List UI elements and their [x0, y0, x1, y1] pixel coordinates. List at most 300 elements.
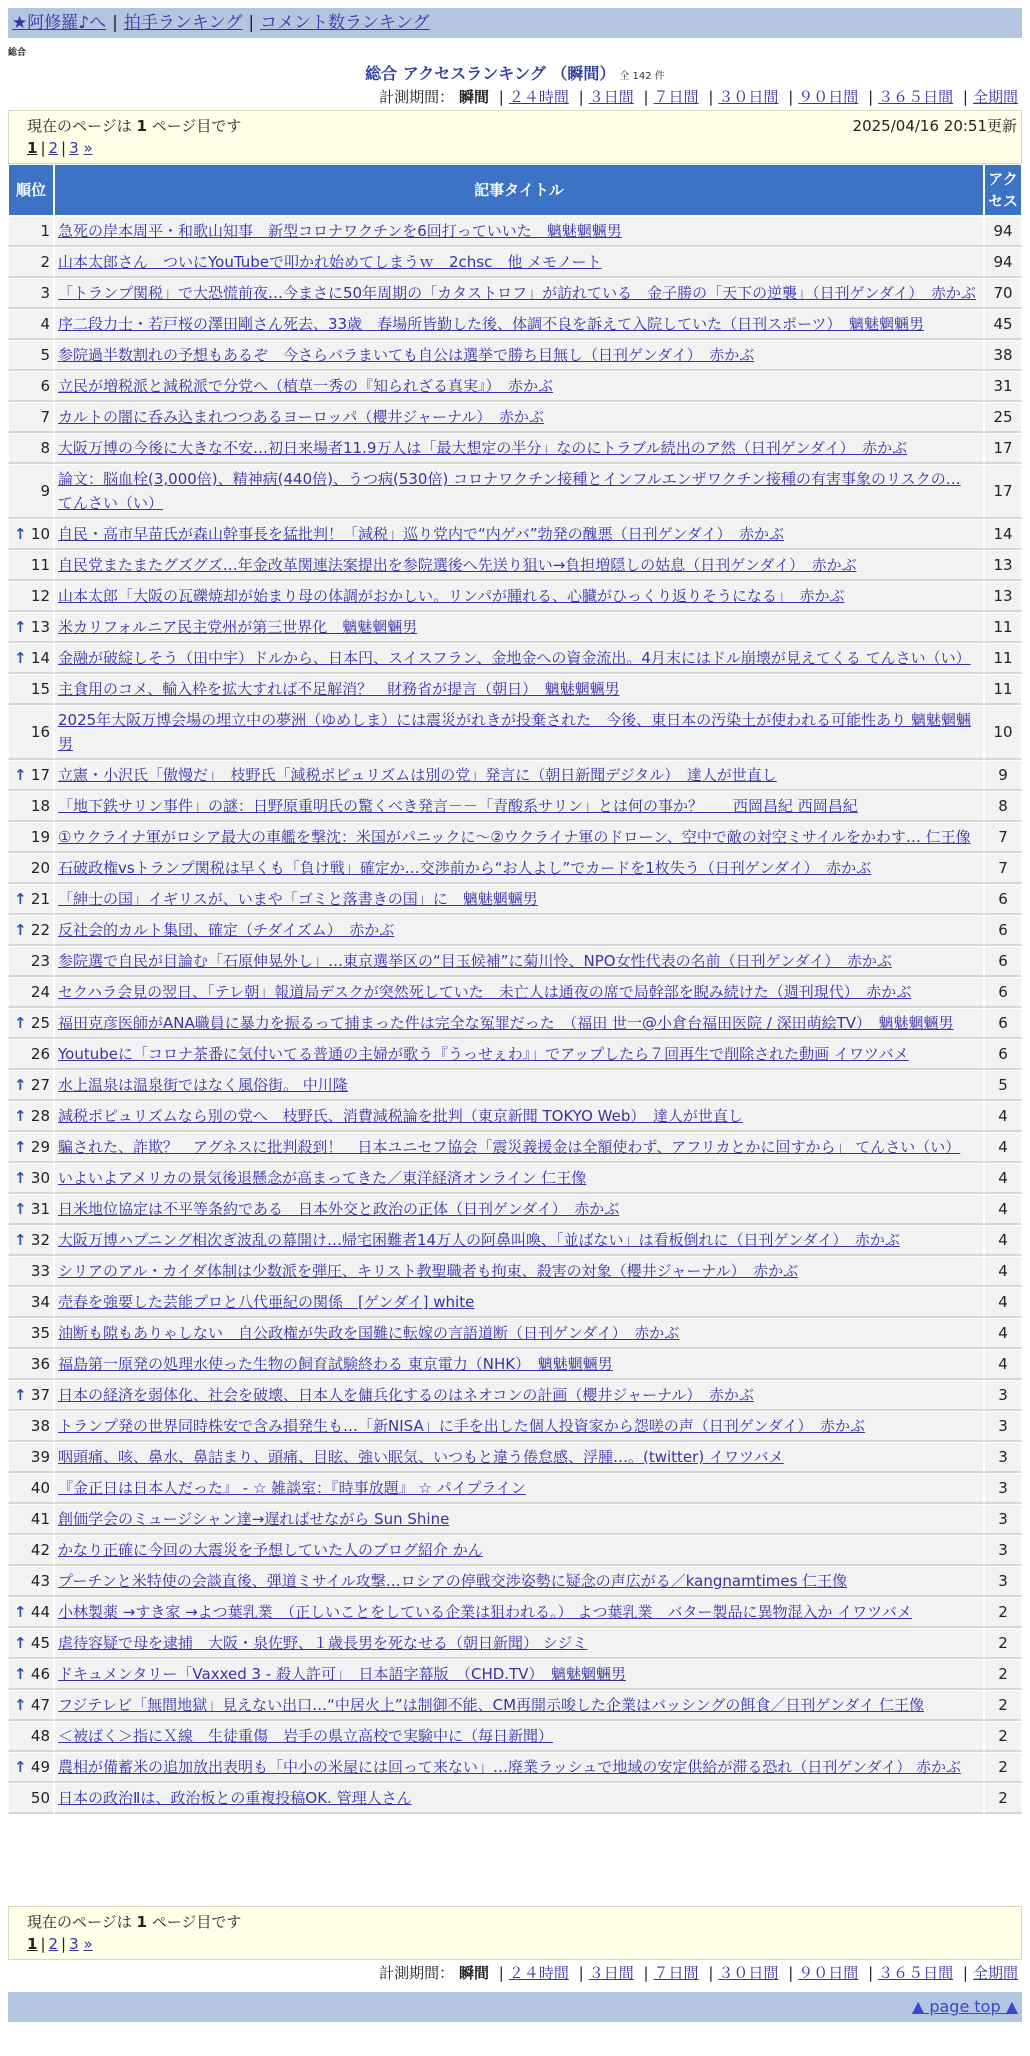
access-count: 3: [984, 1380, 1022, 1411]
table-row: [8, 946, 1022, 977]
article-title-link[interactable]: 油断も隙もありゃしない 自公政権が失政を国難に転嫁の言語道断（日刊ゲンダイ） 赤かぶ: [58, 1324, 680, 1342]
rank-cell: [8, 1101, 54, 1132]
page-info-text: 現在のページは 1 ページ目です: [27, 117, 242, 135]
table-row: [8, 705, 1022, 760]
table-row: [8, 1380, 1022, 1411]
access-count: 14: [984, 519, 1022, 550]
access-count: 3: [984, 1411, 1022, 1442]
title-cell: [54, 1442, 984, 1473]
article-title-link[interactable]: 金融が破綻しそう（田中宇）ドルから、日本円、スイスフラン、金地金への資金流出。4月末にはドル崩壊が見えてくる てんさい（い）: [58, 649, 971, 667]
access-count: 4: [984, 1163, 1022, 1194]
title-cell: [54, 612, 984, 643]
table-row: [8, 1318, 1022, 1349]
access-count: 7: [984, 853, 1022, 884]
table-row: [8, 371, 1022, 402]
table-row: [8, 915, 1022, 946]
rank-number: 17: [30, 766, 50, 784]
title-cell: [54, 674, 984, 705]
table-row: [8, 884, 1022, 915]
rank-up-arrow-icon: ↑: [14, 1603, 27, 1621]
access-count: 10: [984, 705, 1022, 760]
title-cell: [54, 915, 984, 946]
title-cell: [54, 1132, 984, 1163]
rank-cell: [8, 464, 54, 519]
rank-up-arrow-icon: ↑: [14, 890, 27, 908]
rank-number: 23: [30, 952, 50, 970]
page-number: 1: [136, 1913, 147, 1931]
table-row: [8, 612, 1022, 643]
article-title-link[interactable]: 小林製薬 →すき家 →よつ葉乳業 （正しいことをしている企業は狙われる。） よつ葉乳業 バター製品に異物混入か イワツバメ: [58, 1603, 912, 1621]
access-count: 7: [984, 822, 1022, 853]
article-title-link[interactable]: 立民が増税派と減税派で分党へ（植草一秀の『知られざる真実』） 赤かぶ: [58, 377, 554, 395]
table-row: [8, 1659, 1022, 1690]
period-option-24h[interactable]: ２４時間: [508, 88, 569, 106]
table-row: [8, 1566, 1022, 1597]
rank-number: 35: [30, 1324, 50, 1342]
rank-cell: [8, 791, 54, 822]
pager-current: 1: [27, 1935, 38, 1953]
rank-cell: [8, 371, 54, 402]
table-row: [8, 1132, 1022, 1163]
title-cell: [54, 791, 984, 822]
article-title-link[interactable]: 急死の岸本周平・和歌山知事 新型コロナワクチンを6回打っていいた 魑魅魍魎男: [58, 222, 622, 240]
table-row: [8, 977, 1022, 1008]
period-option-3d[interactable]: ３日間: [588, 88, 634, 106]
article-title-link[interactable]: カルトの闇に呑み込まれつつあるヨーロッパ（櫻井ジャーナル） 赤かぶ: [58, 408, 544, 426]
rank-cell: [8, 674, 54, 705]
comment-ranking-link[interactable]: コメント数ランキング: [260, 13, 430, 33]
title-cell: [54, 1690, 984, 1721]
rank-number: 11: [30, 556, 50, 574]
page-number: 1: [136, 117, 147, 135]
title-cell: [54, 1628, 984, 1659]
access-count: 11: [984, 643, 1022, 674]
access-count: 6: [984, 946, 1022, 977]
access-count: 4: [984, 1287, 1022, 1318]
title-cell: [54, 1101, 984, 1132]
article-title-link[interactable]: 自民・高市早苗氏が森山幹事長を猛批判！「減税」巡り党内で“内ゲバ”勃発の醜悪（日刊ゲンダイ） 赤かぶ: [58, 525, 784, 543]
access-count: 3: [984, 1442, 1022, 1473]
title-cell: [54, 1194, 984, 1225]
rank-number: 38: [30, 1417, 50, 1435]
article-title-link[interactable]: 日本の経済を弱体化、社会を破壊、日本人を傭兵化するのはネオコンの計画（櫻井ジャーナル） 赤かぶ: [58, 1386, 754, 1404]
access-count: 2: [984, 1783, 1022, 1814]
title-cell: [54, 1287, 984, 1318]
clap-ranking-link[interactable]: 拍手ランキング: [123, 13, 243, 33]
access-count: 6: [984, 1039, 1022, 1070]
title-cell: [54, 760, 984, 791]
article-title-link[interactable]: 2025年大阪万博会場の埋立中の夢洲（ゆめしま）には震災がれきが投棄された 今後、東日本の汚染土が使われる可能性あり 魑魅魍魎男: [58, 711, 971, 753]
article-title-link[interactable]: 『金正日は日本人だった』 - ☆ 雑談室：『時事放題』 ☆ パイプライン: [58, 1479, 526, 1497]
rank-up-arrow-icon: ↑: [14, 921, 27, 939]
rank-cell: [8, 612, 54, 643]
period-option-365d[interactable]: ３６５日間: [878, 1964, 954, 1982]
rank-number: 34: [30, 1293, 50, 1311]
title-cell: [54, 309, 984, 340]
title-cell: [54, 1070, 984, 1101]
top-nav-bar: [8, 8, 1022, 38]
article-title-link[interactable]: かなり正確に今回の大震災を予想していた人のブログ紹介 かん: [58, 1541, 483, 1559]
period-label: 計測期間：: [379, 1964, 455, 1982]
rank-cell: [8, 1783, 54, 1814]
title-cell: [54, 1659, 984, 1690]
rank-cell: [8, 519, 54, 550]
article-title-link[interactable]: トランプ発の世界同時株安で含み損発生も…「新NISA」に手を出した個人投資家から怨嗟の声（日刊ゲンダイ） 赤かぶ: [58, 1417, 866, 1435]
access-count: 3: [984, 1473, 1022, 1504]
period-selector-top: 計測期間： 瞬間 | ２４時間 | ３日間 | ７日間 | ３０日間 | ９０日間 | ３６５日間 | 全期間: [379, 88, 1018, 106]
period-option-365d[interactable]: ３６５日間: [878, 88, 954, 106]
rank-cell: [8, 550, 54, 581]
rank-up-arrow-icon: ↑: [14, 1665, 27, 1683]
pager-page-3[interactable]: 3: [69, 139, 79, 157]
article-title-link[interactable]: フジテレビ「無間地獄」見えない出口…“中居火上”は制御不能、CM再開示唆した企業はバッシングの餌食／日刊ゲンダイ 仁王像: [58, 1696, 924, 1714]
access-count: 5: [984, 1070, 1022, 1101]
article-title-link[interactable]: 日米地位協定は不平等条約である 日本外交と政治の正体（日刊ゲンダイ） 赤かぶ: [58, 1200, 620, 1218]
period-option-90d[interactable]: ９０日間: [798, 88, 859, 106]
rank-cell: [8, 1442, 54, 1473]
table-row: [8, 1690, 1022, 1721]
table-row: [8, 340, 1022, 371]
rank-number: 48: [30, 1727, 50, 1745]
rank-cell: [8, 1318, 54, 1349]
title-cell: [54, 853, 984, 884]
period-selector-bottom: 計測期間： 瞬間 | ２４時間 | ３日間 | ７日間 | ３０日間 | ９０日間 | ３６５日間 | 全期間: [379, 1964, 1018, 1982]
access-count: 31: [984, 371, 1022, 402]
article-title-link[interactable]: 参院過半数割れの予想もあるぞ 今さらバラまいても自公は選挙で勝ち目無し（日刊ゲンダイ） 赤かぶ: [58, 346, 755, 364]
article-title-link[interactable]: 「紳士の国」イギリスが、いまや「ゴミと落書きの国」に 魑魅魍魎男: [58, 890, 538, 908]
access-count: 94: [984, 216, 1022, 247]
pager-next[interactable]: »: [83, 1935, 93, 1953]
rank-cell: [8, 278, 54, 309]
table-row: [8, 402, 1022, 433]
rank-number: 45: [30, 1634, 50, 1652]
title-cell: [54, 822, 984, 853]
table-row: [8, 1752, 1022, 1783]
col-title-header: 記事タイトル: [54, 164, 984, 216]
title-cell: [54, 884, 984, 915]
rank-cell: [8, 705, 54, 760]
rank-number: 40: [30, 1479, 50, 1497]
article-title-link[interactable]: 虐待容疑で母を逮捕 大阪・泉佐野、１歳長男を死なせる（朝日新聞） シジミ: [58, 1634, 588, 1652]
rank-number: 4: [40, 315, 50, 333]
table-row: [8, 822, 1022, 853]
access-count: 2: [984, 1690, 1022, 1721]
article-title-link[interactable]: Youtubeに「コロナ茶番に気付いてる普通の主婦が歌う『うっせぇわ』」でアップしたら７回再生で削除された動画 イワツバメ: [58, 1045, 909, 1063]
rank-cell: [8, 1504, 54, 1535]
rank-cell: [8, 402, 54, 433]
title-cell: [54, 946, 984, 977]
table-row: [8, 433, 1022, 464]
rank-cell: [8, 1070, 54, 1101]
table-row: [8, 760, 1022, 791]
article-title-link[interactable]: 「地下鉄サリン事件」の謎：日野原重明氏の驚くべき発言－－「青酸系サリン」とは何の事か？ 西岡昌紀 西岡昌紀: [58, 797, 858, 815]
article-title-link[interactable]: 日本の政治Ⅱは、政治板との重複投稿OK. 管理人さん: [58, 1789, 412, 1807]
page-info-text: 現在のページは 1 ページ目です: [27, 1913, 242, 1931]
article-title-link[interactable]: 大阪万博の今後に大きな不安…初日来場者11.9万人は「最大想定の半分」なのにトラブル続出のア然（日刊ゲンダイ） 赤かぶ: [58, 439, 908, 457]
access-count: 2: [984, 1659, 1022, 1690]
article-title-link[interactable]: 序二段力士・若戸桜の澤田剛さん死去、33歳 春場所皆勤した後、体調不良を訴えて入院していた（日刊スポーツ） 魑魅魍魎男: [58, 315, 924, 333]
access-count: 6: [984, 884, 1022, 915]
rank-cell: [8, 247, 54, 278]
rank-number: 46: [30, 1665, 50, 1683]
access-count: 2: [984, 1752, 1022, 1783]
category-label: 総合: [8, 48, 27, 58]
rank-number: 24: [30, 983, 50, 1001]
title-cell: [54, 1721, 984, 1752]
period-option-24h[interactable]: ２４時間: [508, 1964, 569, 1982]
article-title-link[interactable]: 反社会的カルト集団、確定（チダイズム） 赤かぶ: [58, 921, 395, 939]
page-info-bottom: [8, 1906, 1022, 1960]
period-option-all[interactable]: 全期間: [972, 88, 1018, 106]
article-title-link[interactable]: 減税ポピュリズムなら別の党へ 枝野氏、消費減税論を批判（東京新聞 TOKYO Web） 達人が世直し: [58, 1107, 743, 1125]
rank-number: 3: [40, 284, 50, 302]
rank-number: 16: [30, 723, 50, 741]
title-cell: [54, 216, 984, 247]
rank-number: 12: [30, 587, 50, 605]
access-count: 3: [984, 1504, 1022, 1535]
title-cell: [54, 1411, 984, 1442]
page-info-top: [8, 110, 1022, 164]
access-count: 17: [984, 433, 1022, 464]
period-option-90d[interactable]: ９０日間: [798, 1964, 859, 1982]
rank-up-arrow-icon: ↑: [14, 649, 27, 667]
rank-up-arrow-icon: ↑: [14, 1138, 27, 1156]
period-label: 計測期間：: [379, 88, 455, 106]
article-title-link[interactable]: 山本太郎さん ついにYouTubeで叩かれ始めてしまうｗ 2chsc 他 メモノート: [58, 253, 602, 271]
rank-number: 37: [30, 1386, 50, 1404]
rank-number: 2: [40, 253, 50, 271]
rank-number: 36: [30, 1355, 50, 1373]
table-row: [8, 791, 1022, 822]
article-title-link[interactable]: 論文：脳血栓(3,000倍)、精神病(440倍)、うつ病(530倍) コロナワクチン接種とインフルエンザワクチン接種の有害事象のリスクの… てんさい（い）: [58, 470, 961, 512]
col-access-header: アクセス: [984, 164, 1022, 216]
rank-up-arrow-icon: ↑: [14, 1231, 27, 1249]
article-title-link[interactable]: 米カリフォルニア民主党州が第三世界化 魑魅魍魎男: [58, 618, 418, 636]
access-count: 4: [984, 1132, 1022, 1163]
access-count: 13: [984, 581, 1022, 612]
rank-cell: [8, 581, 54, 612]
rank-up-arrow-icon: ↑: [14, 766, 27, 784]
rank-cell: [8, 1721, 54, 1752]
title-cell: [54, 278, 984, 309]
article-title-link[interactable]: ドキュメンタリー「Vaxxed 3 ‐ 殺人許可」 日本語字幕版 （CHD.TV） 魑魅魍魎男: [58, 1665, 626, 1683]
period-option-all[interactable]: 全期間: [972, 1964, 1018, 1982]
article-title-link[interactable]: 「トランプ関税」で大恐慌前夜…今まさに50年周期の「カタストロフ」が訪れている 金子勝の「天下の逆襲」（日刊ゲンダイ） 赤かぶ: [58, 284, 976, 302]
bottom-bar: [8, 1992, 1022, 2022]
rank-number: 43: [30, 1572, 50, 1590]
page-top-link[interactable]: ▲ page top ▲: [911, 1997, 1018, 2016]
access-count: 13: [984, 550, 1022, 581]
rank-up-arrow-icon: ↑: [14, 1107, 27, 1125]
title-cell: [54, 1504, 984, 1535]
rank-cell: [8, 1225, 54, 1256]
rank-cell: [8, 822, 54, 853]
period-current: 瞬間: [458, 88, 489, 106]
title-cell: [54, 1039, 984, 1070]
rank-number: 19: [30, 828, 50, 846]
access-count: 4: [984, 1225, 1022, 1256]
title-cell: [54, 977, 984, 1008]
rank-number: 21: [30, 890, 50, 908]
rank-number: 9: [40, 482, 50, 500]
rank-cell: [8, 884, 54, 915]
rank-cell: [8, 1597, 54, 1628]
rank-cell: [8, 1194, 54, 1225]
rank-number: 41: [30, 1510, 50, 1528]
article-title-link[interactable]: 福田克彦医師がANA職員に暴力を振るって捕まった件は完全な冤罪だった （福田 世一@小倉台福田医院 / 深田萌絵TV） 魑魅魍魎男: [58, 1014, 954, 1032]
rank-cell: [8, 853, 54, 884]
table-row: [8, 1256, 1022, 1287]
access-count: 70: [984, 278, 1022, 309]
table-row: [8, 1070, 1022, 1101]
title-cell: [54, 550, 984, 581]
rank-number: 7: [40, 408, 50, 426]
rank-up-arrow-icon: ↑: [14, 1169, 27, 1187]
pager-current: 1: [27, 139, 38, 157]
rank-number: 8: [40, 439, 50, 457]
table-row: [8, 1628, 1022, 1659]
rank-cell: [8, 1628, 54, 1659]
rank-cell: [8, 340, 54, 371]
rank-number: 1: [40, 222, 50, 240]
access-count: 4: [984, 1349, 1022, 1380]
table-row: [8, 247, 1022, 278]
article-title-link[interactable]: セクハラ会見の翌日、「テレ朝」報道局デスクが突然死していた 未亡人は通夜の席で局幹部を睨み続けた（週刊現代） 赤かぶ: [58, 983, 912, 1001]
rank-up-arrow-icon: ↑: [14, 1758, 27, 1776]
pager-next[interactable]: »: [83, 139, 93, 157]
access-count: 45: [984, 309, 1022, 340]
pager-page-2[interactable]: 2: [48, 1935, 59, 1953]
rank-number: 27: [30, 1076, 50, 1094]
rank-cell: [8, 1132, 54, 1163]
rank-number: 15: [30, 680, 50, 698]
article-title-link[interactable]: 水上温泉は温泉街ではなく風俗街。 中川隆: [58, 1076, 348, 1094]
rank-cell: [8, 1473, 54, 1504]
title-cell: [54, 1752, 984, 1783]
article-title-link[interactable]: 創価学会のミュージシャン達→遅ればせながら Sun Shine: [58, 1510, 450, 1528]
rank-cell: [8, 1380, 54, 1411]
title-cell: [54, 581, 984, 612]
access-count: 94: [984, 247, 1022, 278]
rank-cell: [8, 1008, 54, 1039]
pager-page-3[interactable]: 3: [69, 1935, 79, 1953]
article-title-link[interactable]: 大阪万博ハプニング相次ぎ波乱の幕開け…帰宅困難者14万人の阿鼻叫喚、「並ばない」は看板倒れに（日刊ゲンダイ） 赤かぶ: [58, 1231, 900, 1249]
title-cell: [54, 1380, 984, 1411]
page-title: [0, 61, 1030, 84]
rank-cell: [8, 1752, 54, 1783]
article-title-link[interactable]: 山本太郎「大阪の瓦礫焼却が始まり母の体調がおかしい。リンパが腫れる、心臓がひっくり返りそうになる」 赤かぶ: [58, 587, 845, 605]
table-row: [8, 550, 1022, 581]
article-title-link[interactable]: いよいよアメリカの景気後退懸念が高まってきた／東洋経済オンライン 仁王像: [58, 1169, 587, 1187]
table-row: [8, 1473, 1022, 1504]
table-row: [8, 1504, 1022, 1535]
rank-number: 42: [30, 1541, 50, 1559]
table-row: [8, 1039, 1022, 1070]
home-link[interactable]: ★阿修羅♪へ: [12, 13, 107, 33]
access-count: 11: [984, 674, 1022, 705]
rank-number: 25: [30, 1014, 50, 1032]
title-cell: [54, 402, 984, 433]
rank-cell: [8, 1163, 54, 1194]
rank-cell: [8, 760, 54, 791]
title-cell: [54, 1318, 984, 1349]
access-count: 4: [984, 1194, 1022, 1225]
rank-cell: [8, 309, 54, 340]
period-option-7d[interactable]: ７日間: [653, 88, 699, 106]
article-title-link[interactable]: 立憲・小沢氏「傲慢だ」 枝野氏「減税ポピュリズムは別の党」発言に（朝日新聞デジタル） 達人が世直し: [58, 766, 777, 784]
rank-cell: [8, 643, 54, 674]
rank-number: 44: [30, 1603, 50, 1621]
table-row: [8, 1597, 1022, 1628]
article-title-link[interactable]: プーチンと米特使の会談直後、弾道ミサイル攻撃…ロシアの停戦交渉姿勢に疑念の声広がる／kangnamtimes 仁王像: [58, 1572, 848, 1590]
rank-number: 26: [30, 1045, 50, 1063]
title-cell: [54, 1566, 984, 1597]
article-title-link[interactable]: ＜被ばく＞指にＸ線 生徒重傷 岩手の県立高校で実験中に（毎日新聞）: [58, 1727, 554, 1745]
article-title-link[interactable]: 農相が備蓄米の追加放出表明も「中小の米屋には回って来ない」…廃業ラッシュで地域の安定供給が滞る恐れ（日刊ゲンダイ） 赤かぶ: [58, 1758, 961, 1776]
nav-separator: |: [248, 13, 255, 33]
pager-page-2[interactable]: 2: [48, 139, 59, 157]
rank-number: 5: [40, 346, 50, 364]
article-title-link[interactable]: 騙された、詐欺？ アグネスに批判殺到！ 日本ユニセフ協会「震災義援金は全額使わず、アフリカとかに回すから」 てんさい（い）: [58, 1138, 961, 1156]
table-row: [8, 278, 1022, 309]
total-count: 全 142 件: [619, 71, 665, 82]
rank-cell: [8, 946, 54, 977]
access-count: 3: [984, 1535, 1022, 1566]
article-title-link[interactable]: ①ウクライナ軍がロシア最大の車艦を撃沈：米国がパニックに～②ウクライナ軍のドローン、空中で敵の対空ミサイルをかわす… 仁王像: [58, 828, 971, 846]
rank-cell: [8, 433, 54, 464]
access-count: 4: [984, 1256, 1022, 1287]
table-row: [8, 1101, 1022, 1132]
article-title-link[interactable]: 売春を強要した芸能プロと八代亜紀の関係 [ゲンダイ] white: [58, 1293, 475, 1311]
title-cell: [54, 247, 984, 278]
title-cell: [54, 1535, 984, 1566]
ranking-table: [8, 164, 1022, 1814]
rank-number: 47: [30, 1696, 50, 1714]
article-title-link[interactable]: 石破政権vsトランプ関税は早くも「負け戦」確定か…交渉前から“お人よし”でカードを1枚失う（日刊ゲンダイ） 赤かぶ: [58, 859, 872, 877]
period-option-3d[interactable]: ３日間: [588, 1964, 634, 1982]
period-option-30d[interactable]: ３０日間: [718, 1964, 779, 1982]
access-count: 17: [984, 464, 1022, 519]
table-row: [8, 1349, 1022, 1380]
table-row: [8, 1411, 1022, 1442]
period-option-30d[interactable]: ３０日間: [718, 88, 779, 106]
rank-up-arrow-icon: ↑: [14, 1696, 27, 1714]
rank-number: 22: [30, 921, 50, 939]
table-row: [8, 1783, 1022, 1814]
pager-bottom: 1 | 2 | 3 »: [27, 1935, 93, 1953]
rank-cell: [8, 1256, 54, 1287]
period-option-7d[interactable]: ７日間: [653, 1964, 699, 1982]
nav-separator: |: [112, 13, 118, 33]
article-title-link[interactable]: 自民党またまたグズグズ…年金改革関連法案提出を参院選後へ先送り狙い→負担増隠しの姑息（日刊ゲンダイ） 赤かぶ: [58, 556, 857, 574]
pager-top: 1 | 2 | 3 »: [27, 139, 93, 157]
rank-cell: [8, 915, 54, 946]
rank-up-arrow-icon: ↑: [14, 1076, 27, 1094]
rank-up-arrow-icon: ↑: [14, 1386, 27, 1404]
access-count: 25: [984, 402, 1022, 433]
rank-number: 50: [30, 1789, 50, 1807]
table-row: [8, 1194, 1022, 1225]
article-title-link[interactable]: 主食用のコメ、輸入枠を拡大すれば不足解消？ 財務省が提言（朝日） 魑魅魍魎男: [58, 680, 620, 698]
article-title-link[interactable]: 参院選で自民が目論む「石原伸晃外し」…東京選挙区の“目玉候補”に菊川怜、NPO女性代表の名前（日刊ゲンダイ） 赤かぶ: [58, 952, 892, 970]
article-title-link[interactable]: 福島第一原発の処理水使った生物の飼育試験終わる 東京電力（NHK） 魑魅魍魎男: [58, 1355, 613, 1373]
access-count: 4: [984, 1318, 1022, 1349]
article-title-link[interactable]: シリアのアル・カイダ体制は少数派を弾圧、キリスト教聖職者も拘束、殺害の対象（櫻井ジャーナル） 赤かぶ: [58, 1262, 799, 1280]
table-row: [8, 1721, 1022, 1752]
rank-number: 20: [30, 859, 50, 877]
article-title-link[interactable]: 咽頭痛、咳、鼻水、鼻詰まり、頭痛、目眩、強い眠気、いつもと違う倦怠感、浮腫…。(twitter) イワツバメ: [58, 1448, 784, 1466]
table-row: [8, 519, 1022, 550]
